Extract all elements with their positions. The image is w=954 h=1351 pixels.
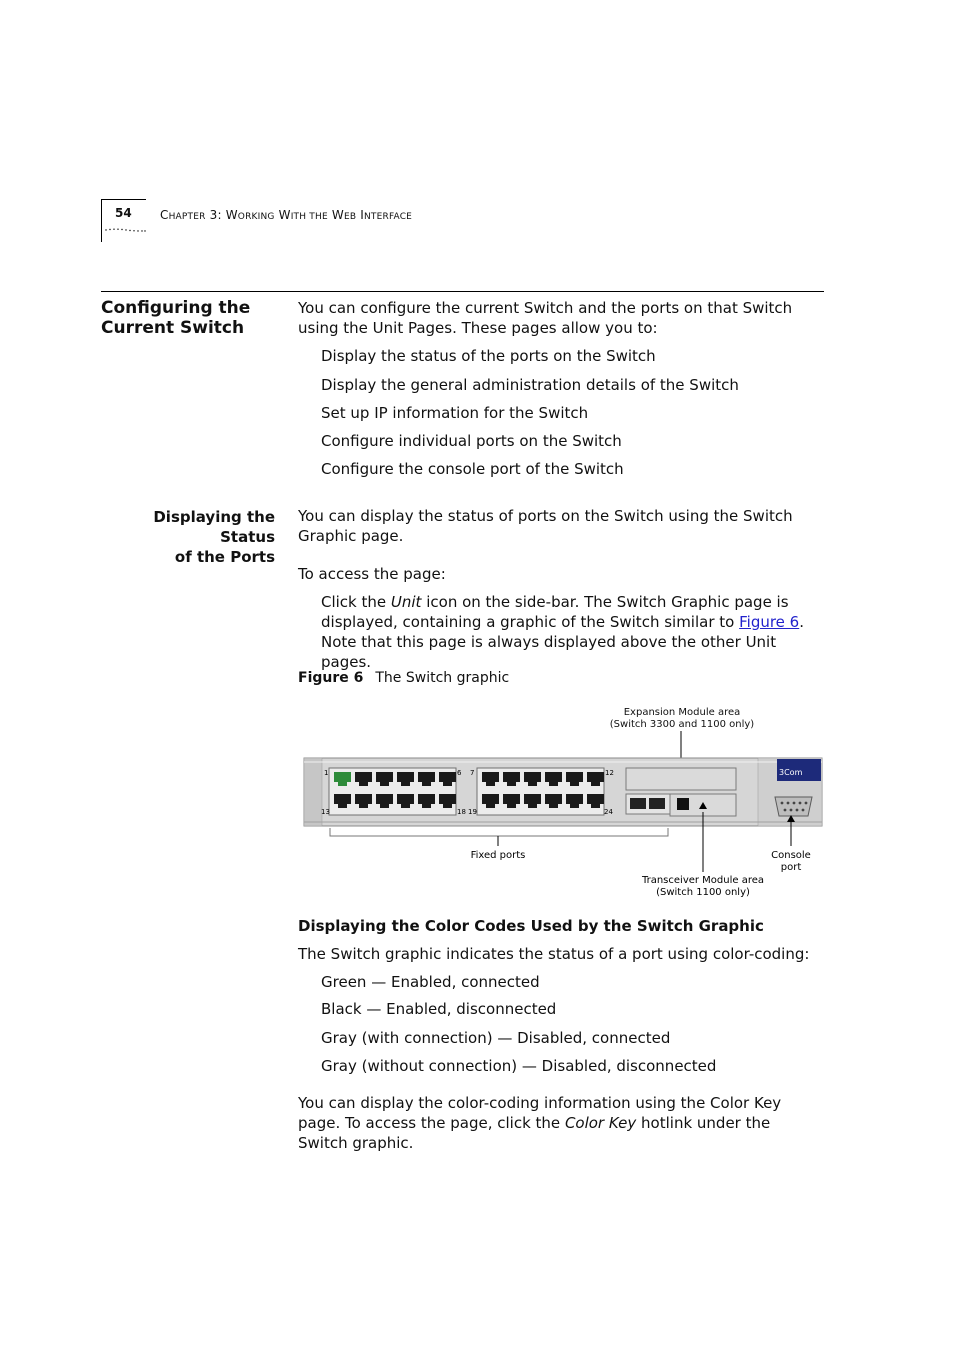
page-number: 54	[115, 206, 132, 220]
expansion-module-slot	[626, 768, 736, 790]
color-codes-intro: The Switch graphic indicates the status of a port using color-coding:	[298, 945, 810, 963]
section-rule	[101, 291, 824, 292]
list-item: Configure the console port of the Switch	[321, 460, 624, 478]
section-heading-configuring: Configuring the Current Switch	[101, 298, 251, 338]
section2-intro: You can display the status of ports on the Switch using the Switch Graphic page.	[298, 507, 793, 545]
list-item: Display the general administration details of the Switch	[321, 376, 739, 394]
section-heading-status: Displaying the Status of the Ports	[153, 508, 275, 566]
section1-intro: You can configure the current Switch and the ports on that Switch using the Unit Pages. These pages allow you to:	[298, 299, 793, 337]
list-item: Set up IP information for the Switch	[321, 404, 589, 422]
dotted-rule	[104, 228, 146, 232]
callout-console-line2: port	[780, 862, 802, 873]
port-label: 24	[604, 808, 613, 816]
chapter-title: CHAPTER 3: WORKING WITH THE WEB INTERFACE	[160, 208, 413, 222]
step-text: Click the Unit icon on the side-bar. The Switch Graphic page is displayed, containing a graphic of the Switch similar to Figure 6. Note that this page is always displayed above the other Unit pages.	[321, 593, 805, 671]
list-item: Green — Enabled, connected	[321, 973, 540, 991]
switch-graphic	[300, 700, 824, 910]
callout-expansion-line1: Expansion Module area	[623, 707, 741, 718]
callout-fixed-ports: Fixed ports	[470, 850, 526, 861]
port-label: 19	[468, 808, 477, 816]
list-item: Configure individual ports on the Switch	[321, 432, 622, 450]
list-item: Gray (without connection) — Disabled, disconnected	[321, 1057, 717, 1075]
port-label: 12	[605, 769, 614, 777]
port-label: 18	[457, 808, 466, 816]
port-label: 1	[324, 769, 329, 777]
callout-expansion-line2: (Switch 3300 and 1100 only)	[609, 719, 755, 730]
list-item: Black — Enabled, disconnected	[321, 1000, 557, 1018]
figure-6-link[interactable]: Figure 6	[739, 613, 800, 631]
color-codes-heading: Displaying the Color Codes Used by the Switch Graphic	[298, 917, 764, 935]
callout-transceiver-line1: Transceiver Module area	[641, 875, 765, 886]
console-port	[775, 797, 812, 816]
port-label: 7	[470, 769, 475, 777]
logo-text: 3Com	[779, 768, 803, 777]
color-key-paragraph: You can display the color-coding information using the Color Key page. To access the page, click the Color Key hotlink under the Switch graphic.	[298, 1094, 782, 1152]
list-item: Display the status of the ports on the Switch	[321, 347, 656, 365]
port-label: 6	[457, 769, 462, 777]
figure-caption: Figure 6 The Switch graphic	[298, 670, 510, 686]
port-label: 13	[321, 808, 330, 816]
callout-transceiver-line2: (Switch 1100 only)	[656, 887, 750, 898]
list-item: Gray (with connection) — Disabled, connected	[321, 1029, 671, 1047]
access-text: To access the page:	[298, 565, 446, 583]
callout-console-line1: Console	[771, 850, 811, 861]
